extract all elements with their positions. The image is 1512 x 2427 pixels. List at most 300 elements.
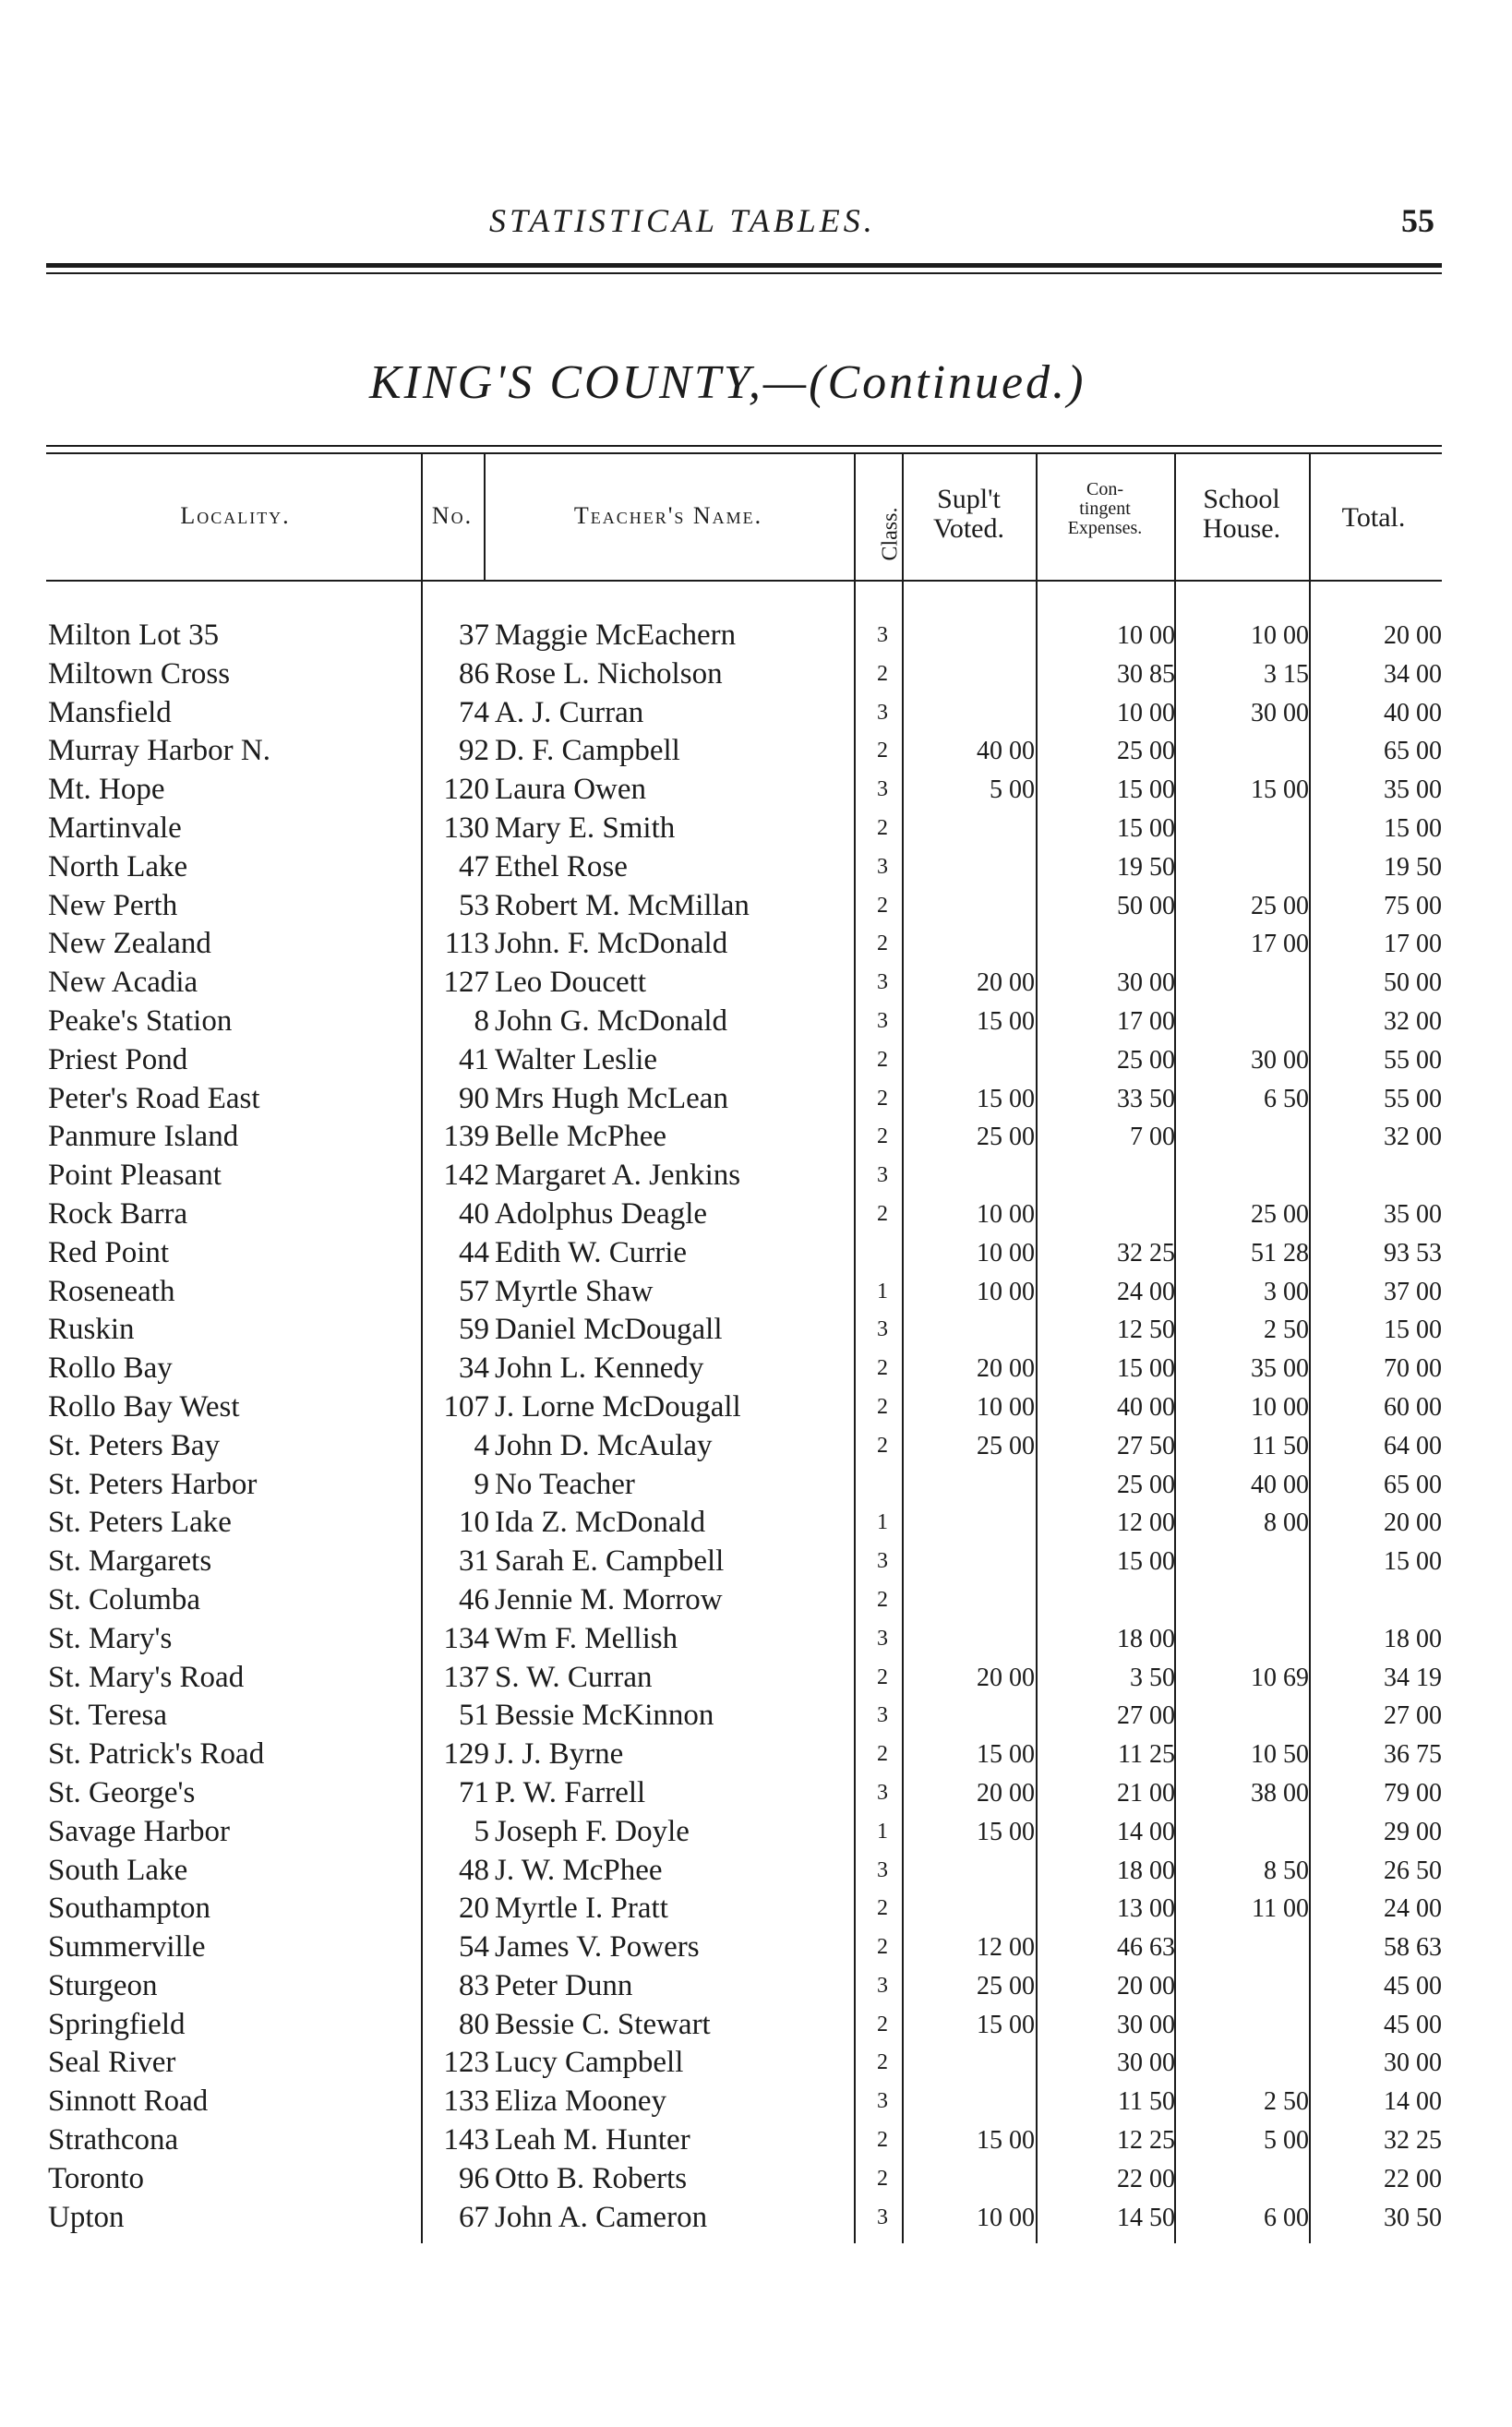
total-cell: 15 00 <box>1384 1316 1442 1345</box>
number-cell: 107 <box>443 1389 489 1424</box>
table-row <box>0 2199 1512 2238</box>
locality-cell: Seal River <box>48 2046 176 2080</box>
class-cell: 1 <box>877 1819 888 1844</box>
supl-voted-cell: 15 00 <box>977 1817 1035 1846</box>
contingent-cell: 30 00 <box>1117 2049 1175 2078</box>
locality-cell: Murray Harbor N. <box>48 734 271 768</box>
locality-cell: New Perth <box>48 888 178 922</box>
supl-voted-cell: 25 00 <box>977 1971 1035 2000</box>
class-cell: 2 <box>877 1433 888 1458</box>
header-cont-line2: tingent <box>1079 499 1131 519</box>
number-cell: 20 <box>459 1892 489 1926</box>
table-top-rule-2 <box>46 452 1442 454</box>
school-house-cell: 10 00 <box>1251 621 1309 650</box>
locality-cell: Mansfield <box>48 695 172 729</box>
total-cell: 30 50 <box>1384 2203 1442 2232</box>
locality-cell: Red Point <box>48 1235 170 1269</box>
header-locality: Locality. <box>180 502 291 529</box>
total-cell: 75 00 <box>1384 891 1442 920</box>
locality-cell: North Lake <box>48 849 188 883</box>
locality-cell: Sturgeon <box>48 1968 158 2002</box>
school-house-cell: 5 00 <box>1264 2126 1309 2156</box>
number-cell: 134 <box>443 1621 489 1655</box>
total-cell: 64 00 <box>1384 1431 1442 1460</box>
total-cell: 34 00 <box>1384 659 1442 689</box>
table-row <box>0 848 1512 887</box>
class-cell: 3 <box>877 1008 888 1033</box>
locality-cell: St. Columba <box>48 1582 201 1616</box>
contingent-cell: 18 00 <box>1117 1856 1175 1885</box>
total-cell: 27 00 <box>1384 1701 1442 1731</box>
teacher-cell: Jennie M. Morrow <box>495 1582 723 1616</box>
class-cell: 2 <box>877 1935 888 1960</box>
class-cell: 3 <box>877 2089 888 2114</box>
class-cell: 2 <box>877 2050 888 2075</box>
locality-cell: Rock Barra <box>48 1196 188 1231</box>
contingent-cell: 12 25 <box>1117 2126 1175 2156</box>
total-cell: 20 00 <box>1384 1508 1442 1538</box>
contingent-cell: 15 00 <box>1117 1354 1175 1384</box>
locality-cell: Point Pleasant <box>48 1159 222 1193</box>
teacher-cell: Peter Dunn <box>495 1968 633 2002</box>
table-row <box>0 1311 1512 1350</box>
supl-voted-cell: 20 00 <box>977 1663 1035 1692</box>
table-row <box>0 1427 1512 1466</box>
teacher-cell: Bessie McKinnon <box>495 1699 714 1733</box>
number-cell: 120 <box>443 773 489 807</box>
class-cell: 2 <box>877 931 888 956</box>
supl-voted-cell: 15 00 <box>977 1084 1035 1113</box>
number-cell: 4 <box>474 1428 489 1462</box>
table-row <box>0 1003 1512 1041</box>
total-cell: 45 00 <box>1384 1971 1442 2000</box>
teacher-cell: Bessie C. Stewart <box>495 2007 711 2041</box>
number-cell: 137 <box>443 1660 489 1694</box>
number-cell: 34 <box>459 1352 489 1386</box>
header-class: Class. <box>878 507 903 561</box>
number-cell: 130 <box>443 811 489 845</box>
teacher-cell: J. Lorne McDougall <box>495 1389 741 1424</box>
locality-cell: Summerville <box>48 1930 206 1964</box>
total-cell: 19 50 <box>1384 852 1442 882</box>
teacher-cell: D. F. Campbell <box>495 734 680 768</box>
school-house-cell: 15 00 <box>1251 775 1309 805</box>
number-cell: 9 <box>474 1467 489 1501</box>
school-house-cell: 3 15 <box>1264 659 1309 689</box>
contingent-cell: 7 00 <box>1130 1123 1175 1152</box>
locality-cell: St. George's <box>48 1775 196 1809</box>
total-cell: 45 00 <box>1384 2010 1442 2039</box>
table-row <box>0 2121 1512 2160</box>
class-cell: 3 <box>877 1163 888 1188</box>
contingent-cell: 11 25 <box>1118 1740 1175 1770</box>
locality-cell: Strathcona <box>48 2123 179 2157</box>
teacher-cell: Leah M. Hunter <box>495 2123 690 2157</box>
supl-voted-cell: 15 00 <box>977 2126 1035 2156</box>
number-cell: 41 <box>459 1042 489 1076</box>
teacher-cell: J. W. McPhee <box>495 1853 663 1887</box>
teacher-cell: John D. McAulay <box>495 1428 713 1462</box>
total-cell: 60 00 <box>1384 1392 1442 1422</box>
supl-voted-cell: 20 00 <box>977 1778 1035 1808</box>
table-row <box>0 1118 1512 1157</box>
total-cell: 79 00 <box>1384 1778 1442 1808</box>
table-row <box>0 1967 1512 2006</box>
header-cont-line1: Con- <box>1086 479 1123 499</box>
class-cell: 3 <box>877 777 888 802</box>
number-cell: 143 <box>443 2123 489 2157</box>
table-row <box>0 1273 1512 1312</box>
school-house-cell: 30 00 <box>1251 698 1309 727</box>
table-row <box>0 1080 1512 1119</box>
locality-cell: Panmure Island <box>48 1120 239 1154</box>
supl-voted-cell: 12 00 <box>977 1933 1035 1963</box>
supl-voted-cell: 20 00 <box>977 1354 1035 1384</box>
number-cell: 74 <box>459 695 489 729</box>
table-row <box>0 1388 1512 1427</box>
number-cell: 37 <box>459 619 489 652</box>
total-cell: 20 00 <box>1384 621 1442 650</box>
class-cell: 3 <box>877 1857 888 1882</box>
school-house-cell: 11 50 <box>1252 1431 1309 1460</box>
contingent-cell: 3 50 <box>1130 1663 1175 1692</box>
contingent-cell: 12 00 <box>1117 1508 1175 1538</box>
contingent-cell: 50 00 <box>1117 891 1175 920</box>
table-row <box>0 1774 1512 1813</box>
school-house-cell: 17 00 <box>1251 930 1309 959</box>
teacher-cell: Rose L. Nicholson <box>495 656 723 691</box>
table-row <box>0 1041 1512 1080</box>
school-house-cell: 2 50 <box>1264 2087 1309 2117</box>
locality-cell: Martinvale <box>48 811 182 845</box>
number-cell: 90 <box>459 1081 489 1115</box>
total-cell: 37 00 <box>1384 1277 1442 1306</box>
teacher-cell: Myrtle I. Pratt <box>495 1892 668 1926</box>
contingent-cell: 27 50 <box>1117 1431 1175 1460</box>
total-cell: 15 00 <box>1384 1547 1442 1577</box>
number-cell: 92 <box>459 734 489 768</box>
page-number: 55 <box>1401 202 1434 239</box>
table-row <box>0 887 1512 926</box>
number-cell: 31 <box>459 1544 489 1579</box>
school-house-cell: 8 00 <box>1264 1508 1309 1538</box>
class-cell: 2 <box>877 2166 888 2191</box>
school-house-cell: 40 00 <box>1251 1470 1309 1499</box>
table-row <box>0 1504 1512 1543</box>
number-cell: 5 <box>474 1814 489 1848</box>
table-row <box>0 964 1512 1003</box>
locality-cell: St. Peters Harbor <box>48 1467 258 1501</box>
table-row <box>0 1543 1512 1581</box>
teacher-cell: No Teacher <box>495 1467 635 1501</box>
table-row <box>0 1736 1512 1774</box>
table-row <box>0 1813 1512 1852</box>
total-cell: 35 00 <box>1384 1199 1442 1229</box>
contingent-cell: 13 00 <box>1117 1894 1175 1924</box>
school-house-cell: 6 00 <box>1264 2203 1309 2232</box>
number-cell: 80 <box>459 2007 489 2041</box>
table-row <box>0 771 1512 810</box>
class-cell: 2 <box>877 1201 888 1226</box>
table-row <box>0 1852 1512 1891</box>
teacher-cell: S. W. Curran <box>495 1660 653 1694</box>
school-house-cell: 38 00 <box>1251 1778 1309 1808</box>
header-school-line1: School <box>1203 484 1280 514</box>
teacher-cell: Leo Doucett <box>495 966 647 1000</box>
contingent-cell: 12 50 <box>1117 1316 1175 1345</box>
contingent-cell: 25 00 <box>1117 737 1175 766</box>
class-cell: 3 <box>877 2205 888 2229</box>
school-house-cell: 30 00 <box>1251 1045 1309 1075</box>
top-rule <box>46 263 1442 268</box>
total-cell: 34 19 <box>1384 1663 1442 1692</box>
table-row <box>0 2160 1512 2199</box>
supl-voted-cell: 15 00 <box>977 1006 1035 1036</box>
locality-cell: Ruskin <box>48 1313 135 1347</box>
header-total: Total. <box>1341 502 1406 533</box>
table-row <box>0 732 1512 771</box>
header-school-line2: House. <box>1202 512 1281 544</box>
table-row <box>0 2083 1512 2121</box>
supl-voted-cell: 10 00 <box>977 1238 1035 1268</box>
school-house-cell: 6 50 <box>1264 1084 1309 1113</box>
locality-cell: New Acadia <box>48 966 198 1000</box>
class-cell: 3 <box>877 970 888 995</box>
locality-cell: St. Mary's Road <box>48 1660 245 1694</box>
school-house-cell: 25 00 <box>1251 891 1309 920</box>
supl-voted-cell: 25 00 <box>977 1431 1035 1460</box>
teacher-cell: Edith W. Currie <box>495 1235 688 1269</box>
teacher-cell: J. J. Byrne <box>495 1737 624 1772</box>
teacher-cell: James V. Powers <box>495 1930 700 1964</box>
county-title: KING'S COUNTY,—(Continued.) <box>369 356 1086 409</box>
number-cell: 96 <box>459 2161 489 2195</box>
top-rule-thin <box>46 272 1442 274</box>
teacher-cell: Mary E. Smith <box>495 811 676 845</box>
class-cell: 2 <box>877 1664 888 1689</box>
school-house-cell: 51 28 <box>1251 1238 1309 1268</box>
total-cell: 35 00 <box>1384 775 1442 805</box>
supl-voted-cell: 20 00 <box>977 968 1035 998</box>
class-cell: 3 <box>877 700 888 725</box>
class-cell: 2 <box>877 1356 888 1381</box>
class-cell: 1 <box>877 1510 888 1535</box>
contingent-cell: 40 00 <box>1117 1392 1175 1422</box>
school-house-cell: 11 00 <box>1252 1894 1309 1924</box>
locality-cell: Springfield <box>48 2007 186 2041</box>
total-cell: 58 63 <box>1384 1933 1442 1963</box>
contingent-cell: 14 00 <box>1117 1817 1175 1846</box>
teacher-cell: Eliza Mooney <box>495 2085 667 2119</box>
class-cell: 2 <box>877 2128 888 2153</box>
class-cell: 1 <box>877 1279 888 1304</box>
number-cell: 129 <box>443 1737 489 1772</box>
teacher-cell: Joseph F. Doyle <box>495 1814 690 1848</box>
contingent-cell: 11 50 <box>1118 2087 1175 2117</box>
number-cell: 48 <box>459 1853 489 1887</box>
table-row <box>0 1350 1512 1388</box>
teacher-cell: Myrtle Shaw <box>495 1274 654 1308</box>
supl-voted-cell: 25 00 <box>977 1123 1035 1152</box>
table-body <box>0 617 1512 2237</box>
locality-cell: Rollo Bay <box>48 1352 173 1386</box>
school-house-cell: 25 00 <box>1251 1199 1309 1229</box>
number-cell: 139 <box>443 1120 489 1154</box>
number-cell: 44 <box>459 1235 489 1269</box>
teacher-cell: Otto B. Roberts <box>495 2161 688 2195</box>
teacher-cell: Ethel Rose <box>495 849 628 883</box>
table-row <box>0 1234 1512 1273</box>
locality-cell: St. Mary's <box>48 1621 173 1655</box>
class-cell: 3 <box>877 854 888 879</box>
teacher-cell: Daniel McDougall <box>495 1313 723 1347</box>
header-contingent <box>1036 480 1174 538</box>
teacher-cell: Lucy Campbell <box>495 2046 684 2080</box>
header-supl <box>902 485 1036 543</box>
locality-cell: Miltown Cross <box>48 656 231 691</box>
table-row <box>0 1157 1512 1195</box>
locality-cell: St. Patrick's Road <box>48 1737 265 1772</box>
number-cell: 59 <box>459 1313 489 1347</box>
class-cell: 3 <box>877 1626 888 1651</box>
class-cell: 2 <box>877 1896 888 1921</box>
contingent-cell: 18 00 <box>1117 1624 1175 1653</box>
teacher-cell: Sarah E. Campbell <box>495 1544 725 1579</box>
table-row <box>0 1466 1512 1505</box>
school-house-cell: 8 50 <box>1264 1856 1309 1885</box>
class-cell: 3 <box>877 1703 888 1728</box>
contingent-cell: 14 50 <box>1117 2203 1175 2232</box>
number-cell: 51 <box>459 1699 489 1733</box>
table-row <box>0 655 1512 694</box>
total-cell: 36 75 <box>1384 1740 1442 1770</box>
number-cell: 8 <box>474 1003 489 1038</box>
contingent-cell: 27 00 <box>1117 1701 1175 1731</box>
total-cell: 15 00 <box>1384 813 1442 843</box>
class-cell: 2 <box>877 1047 888 1072</box>
locality-cell: Priest Pond <box>48 1042 188 1076</box>
contingent-cell: 24 00 <box>1117 1277 1175 1306</box>
locality-cell: Sinnott Road <box>48 2085 209 2119</box>
class-cell: 3 <box>877 1317 888 1342</box>
teacher-cell: Mrs Hugh McLean <box>495 1081 728 1115</box>
total-cell: 26 50 <box>1384 1856 1442 1885</box>
number-cell: 83 <box>459 1968 489 2002</box>
number-cell: 46 <box>459 1582 489 1616</box>
number-cell: 47 <box>459 849 489 883</box>
locality-cell: St. Teresa <box>48 1699 168 1733</box>
teacher-cell: Robert M. McMillan <box>495 888 750 922</box>
class-cell: 2 <box>877 815 888 840</box>
locality-cell: Milton Lot 35 <box>48 619 220 652</box>
class-cell: 2 <box>877 2012 888 2037</box>
number-cell: 40 <box>459 1196 489 1231</box>
number-cell: 67 <box>459 2200 489 2234</box>
total-cell: 55 00 <box>1384 1084 1442 1113</box>
number-cell: 86 <box>459 656 489 691</box>
contingent-cell: 32 25 <box>1117 1238 1175 1268</box>
contingent-cell: 46 63 <box>1117 1933 1175 1963</box>
class-cell: 2 <box>877 661 888 686</box>
supl-voted-cell: 10 00 <box>977 1199 1035 1229</box>
table-row <box>0 1928 1512 1967</box>
teacher-cell: John G. McDonald <box>495 1003 728 1038</box>
supl-voted-cell: 15 00 <box>977 2010 1035 2039</box>
locality-cell: St. Margarets <box>48 1544 212 1579</box>
contingent-cell: 30 00 <box>1117 2010 1175 2039</box>
number-cell: 71 <box>459 1775 489 1809</box>
number-cell: 123 <box>443 2046 489 2080</box>
class-cell: 2 <box>877 1394 888 1419</box>
table-row <box>0 810 1512 848</box>
table-header-rule <box>46 580 1442 582</box>
table-row <box>0 1581 1512 1620</box>
supl-voted-cell: 10 00 <box>977 2203 1035 2232</box>
supl-voted-cell: 40 00 <box>977 737 1035 766</box>
total-cell: 65 00 <box>1384 737 1442 766</box>
locality-cell: St. Peters Lake <box>48 1506 232 1540</box>
total-cell: 17 00 <box>1384 930 1442 959</box>
number-cell: 53 <box>459 888 489 922</box>
locality-cell: New Zealand <box>48 927 211 961</box>
teacher-cell: Maggie McEachern <box>495 619 737 652</box>
school-house-cell: 10 69 <box>1251 1663 1309 1692</box>
school-house-cell: 3 00 <box>1264 1277 1309 1306</box>
teacher-cell: A. J. Curran <box>495 695 644 729</box>
total-cell: 50 00 <box>1384 968 1442 998</box>
total-cell: 55 00 <box>1384 1045 1442 1075</box>
contingent-cell: 21 00 <box>1117 1778 1175 1808</box>
header-supl-line2: Voted. <box>933 512 1004 544</box>
table-row <box>0 1195 1512 1234</box>
number-cell: 142 <box>443 1159 489 1193</box>
header-teacher: Teacher's Name. <box>573 502 763 529</box>
locality-cell: Rollo Bay West <box>48 1389 240 1424</box>
locality-cell: Peake's Station <box>48 1003 233 1038</box>
running-head: STATISTICAL TABLES. <box>489 202 876 239</box>
supl-voted-cell: 10 00 <box>977 1392 1035 1422</box>
contingent-cell: 15 00 <box>1117 775 1175 805</box>
header-no: No. <box>431 502 474 529</box>
class-cell: 2 <box>877 1742 888 1767</box>
total-cell: 30 00 <box>1384 2049 1442 2078</box>
contingent-cell: 15 00 <box>1117 813 1175 843</box>
table-row <box>0 694 1512 733</box>
class-cell: 2 <box>877 1587 888 1612</box>
class-cell: 2 <box>877 739 888 763</box>
contingent-cell: 20 00 <box>1117 1971 1175 2000</box>
number-cell: 54 <box>459 1930 489 1964</box>
teacher-cell: Wm F. Mellish <box>495 1621 678 1655</box>
total-cell: 14 00 <box>1384 2087 1442 2117</box>
class-cell: 3 <box>877 1549 888 1574</box>
class-cell: 2 <box>877 893 888 918</box>
total-cell: 65 00 <box>1384 1470 1442 1499</box>
table-row <box>0 925 1512 964</box>
locality-cell: St. Peters Bay <box>48 1428 221 1462</box>
teacher-cell: John A. Cameron <box>495 2200 708 2234</box>
number-cell: 10 <box>459 1506 489 1540</box>
teacher-cell: Ida Z. McDonald <box>495 1506 706 1540</box>
table-row <box>0 1659 1512 1698</box>
total-cell: 18 00 <box>1384 1624 1442 1653</box>
supl-voted-cell: 5 00 <box>990 775 1035 805</box>
contingent-cell: 25 00 <box>1117 1045 1175 1075</box>
teacher-cell: John. F. McDonald <box>495 927 728 961</box>
contingent-cell: 17 00 <box>1117 1006 1175 1036</box>
total-cell: 93 53 <box>1384 1238 1442 1268</box>
locality-cell: Peter's Road East <box>48 1081 260 1115</box>
